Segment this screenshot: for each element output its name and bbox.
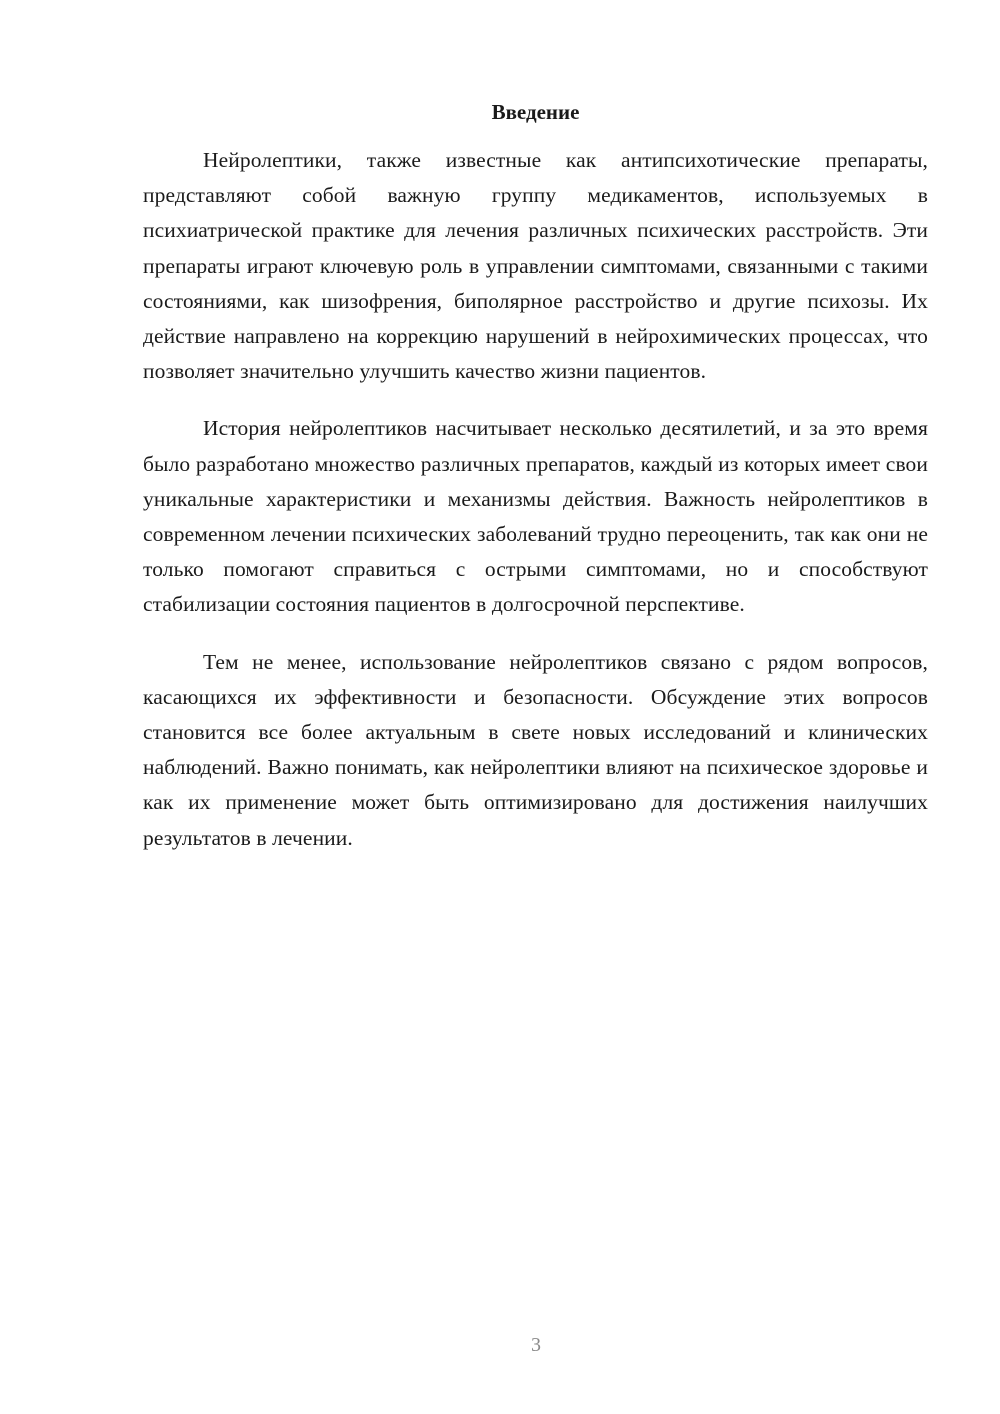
paragraph-1: Нейролептики, также известные как антипсихотические препараты, представляют собой важную группу медикаментов, используемых в психиатрической практике для лечения различных психических расстройств. Эти препараты играют ключевую роль в управлении симптомами, связанными с такими состояниями, как шизофрения, биполярное расстройство и другие психозы. Их действие направлено на коррекцию нарушений в нейрохимических процессах, что позволяет значительно улучшить качество жизни пациентов. — [143, 148, 928, 384]
section-heading: Введение — [491, 100, 580, 124]
paragraph-3: Тем не менее, использование нейролептиков связано с рядом вопросов, касающихся их эффективности и безопасности. Обсуждение этих вопросов становится все более актуальным в свете новых исследований и клинических наблюдений. Важно понимать, как нейролептики влияют на психическое здоровье и как их применение может быть оптимизировано для достижения наилучших результатов в лечении. — [143, 649, 928, 850]
document-body — [143, 143, 928, 878]
paragraph-2: История нейролептиков насчитывает несколько десятилетий, и за это время было разработано множество различных препаратов, каждый из которых имеет свои уникальные характеристики и механизмы действия. Важность нейролептиков в современном лечении психических заболеваний трудно переоценить, так как они не только помогают справиться с острыми симптомами, но и способствуют стабилизации состояния пациентов в долгосрочной перспективе. — [143, 416, 928, 617]
page-number: 3 — [531, 1334, 541, 1356]
